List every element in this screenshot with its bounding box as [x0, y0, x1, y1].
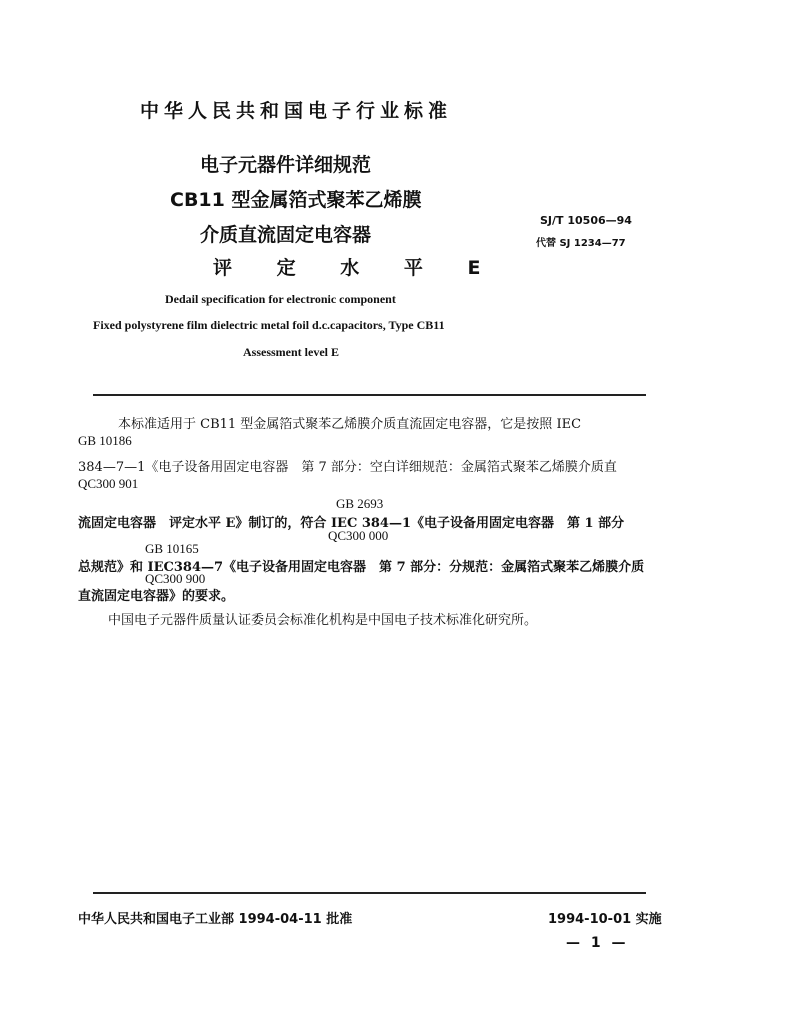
body-line-5: 直流固定电容器》的要求。 — [78, 589, 235, 604]
implementation-date: 1994-10-01 实施 — [548, 912, 662, 927]
body-line-6: 中国电子元器件质量认证委员会标准化机构是中国电子技术标准化研究所。 — [108, 613, 538, 628]
title-en-line-1: Dedail specification for electronic component — [165, 292, 396, 306]
body-ref-qc300000: QC300 000 — [328, 528, 389, 543]
header-divider — [93, 394, 646, 396]
footer-divider — [93, 892, 646, 894]
body-line-1: 本标准适用于 CB11 型金属箔式聚苯乙烯膜介质直流固定电容器，它是按照 IEC — [118, 417, 582, 432]
body-ref-qc300901: QC300 901 — [78, 476, 139, 491]
title-cn-line-4: 评 定 水 平 E — [213, 257, 500, 279]
body-line-3: 流固定电容器 评定水平 E》制订的，符合 IEC 384—1《电子设备用固定电容器 第 1 部分 — [78, 516, 625, 531]
page-number: — 1 — — [566, 935, 629, 951]
body-ref-gb10186: GB 10186 — [78, 433, 132, 448]
body-ref-qc300900: QC300 900 — [145, 571, 206, 586]
title-cn-line-1: 电子元器件详细规范 — [200, 154, 372, 176]
title-cn-line-2: CB11 型金属箔式聚苯乙烯膜 — [170, 189, 422, 211]
standard-category-header: 中华人民共和国电子行业标准 — [140, 100, 453, 122]
standard-replaces: 代替 SJ 1234—77 — [536, 238, 626, 249]
title-en-line-3: Assessment level E — [243, 345, 339, 359]
body-ref-gb2693: GB 2693 — [336, 496, 384, 511]
approval-date: 中华人民共和国电子工业部 1994-04-11 批准 — [78, 912, 353, 927]
body-line-2: 384—7—1《电子设备用固定电容器 第 7 部分：空白详细规范：金属箔式聚苯乙烯膜介质直 — [78, 460, 617, 475]
standard-code: SJ/T 10506—94 — [540, 214, 632, 227]
body-line-4: 总规范》和 IEC384—7《电子设备用固定电容器 第 7 部分：分规范：金属箔式聚苯乙烯膜介质 — [78, 560, 645, 575]
title-cn-line-3: 介质直流固定电容器 — [200, 224, 372, 246]
body-ref-gb10165: GB 10165 — [145, 541, 199, 556]
title-en-line-2: Fixed polystyrene film dielectric metal foil d.c.capacitors, Type CB11 — [93, 318, 445, 332]
